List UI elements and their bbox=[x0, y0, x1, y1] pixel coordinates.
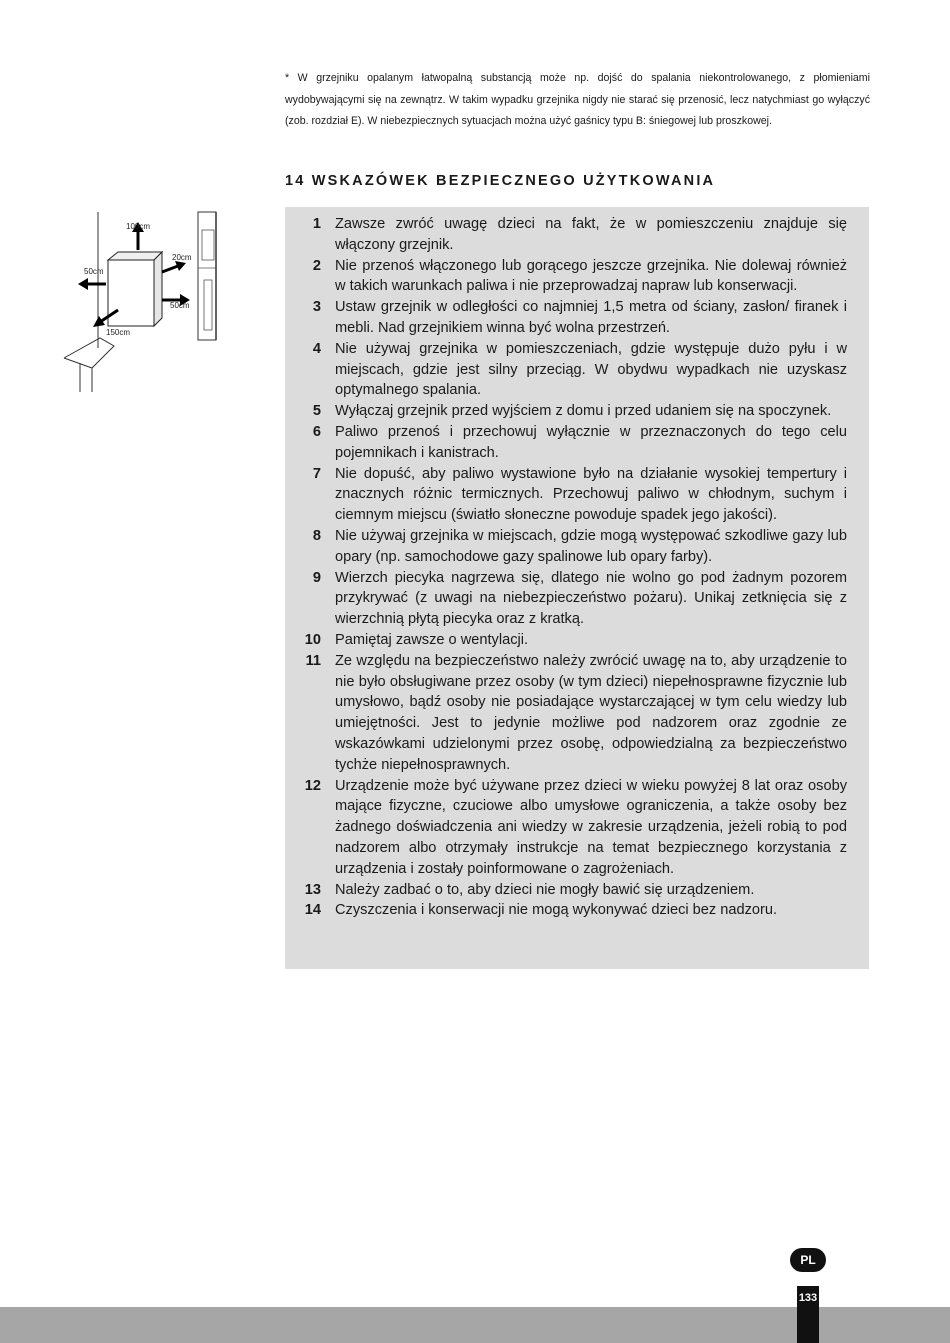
tip-item bbox=[299, 526, 847, 568]
tip-text: Czyszczenia i konserwacji nie mogą wykonywać dzieci bez nadzoru. bbox=[335, 902, 778, 919]
tip-text: Urządzenie może być używane przez dzieci w wieku powyżej 8 lat oraz osoby mające fizyczne, czuciowe albo umysłowe ograniczenia, a także osoby bez żadnego doświadczenia ani wiedzy w zakresie urządzenia, jeżeli robią to pod nadzorem albo otrzymały instrukcje na temat bezpiecznego korzystania z urządzenia i zostały poinformowane o zagrożeniach. bbox=[335, 777, 847, 877]
tip-text: Wyłączaj grzejnik przed wyjściem z domu i przed udaniem się na spoczynek. bbox=[335, 403, 832, 420]
tip-text: Nie używaj grzejnika w miejscach, gdzie mogą występować szkodliwe gazy lub opary (np. samochodowe gazy spalinowe lub opary farby). bbox=[335, 527, 847, 565]
tip-text: Nie używaj grzejnika w pomieszczeniach, gdzie występuje dużo pyłu i w miejscach, gdzie jest silny przeciąg. W obydwu wypadkach nie uzyskasz optymalnego spalania. bbox=[335, 340, 847, 399]
tip-number: 7 bbox=[312, 465, 321, 482]
footnote: * W grzejniku opalanym łatwopalną substancją może np. dojść do spalania niekontrolowanego, z płomieniami wydobywającymi się na zewnątrz. W takim wypadku grzejnika nigdy nie starać się przenosić, lecz natychmiast go wyłączyć (zob. rozdział E). W niebezpiecznych sytuacjach można użyć gaśnicy typu B: śniegowej lub proszkowej. bbox=[285, 72, 870, 127]
tip-text: Pamiętaj zawsze o wentylacji. bbox=[335, 631, 529, 648]
tip-number: 5 bbox=[312, 403, 321, 420]
tip-number: 4 bbox=[312, 340, 321, 357]
tip-text: Ze względu na bezpieczeństwo należy zwrócić uwagę na to, aby urządzenie to nie było obsługiwane przez osoby (w tym dzieci) niepełnosprawne fizycznie lub umysłowo, bądź osoby nie posiadające wystarczającej w tym celu wiedzy lub umiejętności. Jest to jedynie możliwe pod nadzorem oraz zgodnie ze wskazówkami udzielonymi przez osobę, odpowiedzialną za bezpieczeństwo tychże niepełnosprawnych. bbox=[335, 652, 847, 773]
heater-clearance-illustration bbox=[62, 208, 237, 393]
label-right-bottom-clearance: 50cm bbox=[170, 301, 190, 310]
tip-item bbox=[299, 422, 847, 464]
tip-item bbox=[299, 900, 847, 921]
page-number: 133 bbox=[797, 1286, 819, 1343]
tip-text: Należy zadbać o to, aby dzieci nie mogły bawić się urządzeniem. bbox=[335, 881, 755, 898]
tip-number: 11 bbox=[305, 652, 321, 669]
tip-number: 6 bbox=[312, 423, 321, 440]
tip-number: 13 bbox=[304, 881, 321, 898]
tip-item bbox=[299, 568, 847, 630]
label-top-clearance: 100cm bbox=[126, 222, 151, 231]
label-right-clearance: 20cm bbox=[172, 253, 192, 262]
tip-item bbox=[299, 401, 847, 422]
tip-number: 10 bbox=[304, 631, 321, 648]
language-badge: PL bbox=[790, 1248, 826, 1272]
section-title: 14 WSKAZÓWEK BEZPIECZNEGO UŻYTKOWANIA bbox=[285, 173, 716, 189]
tip-item bbox=[299, 256, 847, 298]
tip-number: 12 bbox=[304, 777, 321, 794]
tip-item bbox=[299, 297, 847, 339]
tip-item bbox=[299, 880, 847, 901]
tip-item bbox=[299, 214, 847, 256]
safety-tips-box bbox=[285, 207, 869, 969]
label-left-clearance: 50cm bbox=[84, 267, 104, 276]
tip-item bbox=[299, 339, 847, 401]
tip-text: Nie dopuść, aby paliwo wystawione było na działanie wysokiej tempertury i znacznych różnic termicznych. Przechowuj paliwo w chłodnym, suchym i ciemnym miejscu (światło słoneczne powoduje spadek jego jakości). bbox=[335, 465, 847, 524]
tip-item bbox=[299, 464, 847, 526]
tip-number: 2 bbox=[312, 257, 321, 274]
tip-text: Zawsze zwróć uwagę dzieci na fakt, że w pomieszczeniu znajduje się włączony grzejnik. bbox=[335, 216, 847, 253]
tip-text: Nie przenoś włączonego lub gorącego jeszcze grzejnika. Nie dolewaj również w takich warunkach paliwa i nie przeprowadzaj napraw lub konserwacji. bbox=[335, 257, 847, 295]
tip-text: Ustaw grzejnik w odległości co najmniej 1,5 metra od ściany, zasłon/ firanek i mebli. Nad grzejnikiem winna być wolna przestrzeń. bbox=[335, 299, 847, 336]
tip-text: Paliwo przenoś i przechowuj wyłącznie w przeznaczonych do tego celu pojemnikach i kanistrach. bbox=[335, 423, 847, 461]
tip-number: 9 bbox=[312, 569, 321, 586]
tip-text: Wierzch piecyka nagrzewa się, dlatego nie wolno go pod żadnym pozorem przykrywać (z uwagi na niebezpieczeństwo pożaru). Unikaj zetknięcia się z wierzchnią płytą piecyka oraz z kratką. bbox=[335, 569, 847, 628]
label-front-clearance: 150cm bbox=[106, 328, 131, 337]
tip-item bbox=[299, 776, 847, 880]
tip-number: 8 bbox=[312, 527, 321, 544]
tip-item bbox=[299, 651, 847, 776]
tip-number: 3 bbox=[312, 299, 321, 316]
tip-number: 1 bbox=[312, 216, 321, 232]
tip-item bbox=[299, 630, 847, 651]
tip-number: 14 bbox=[304, 902, 321, 919]
